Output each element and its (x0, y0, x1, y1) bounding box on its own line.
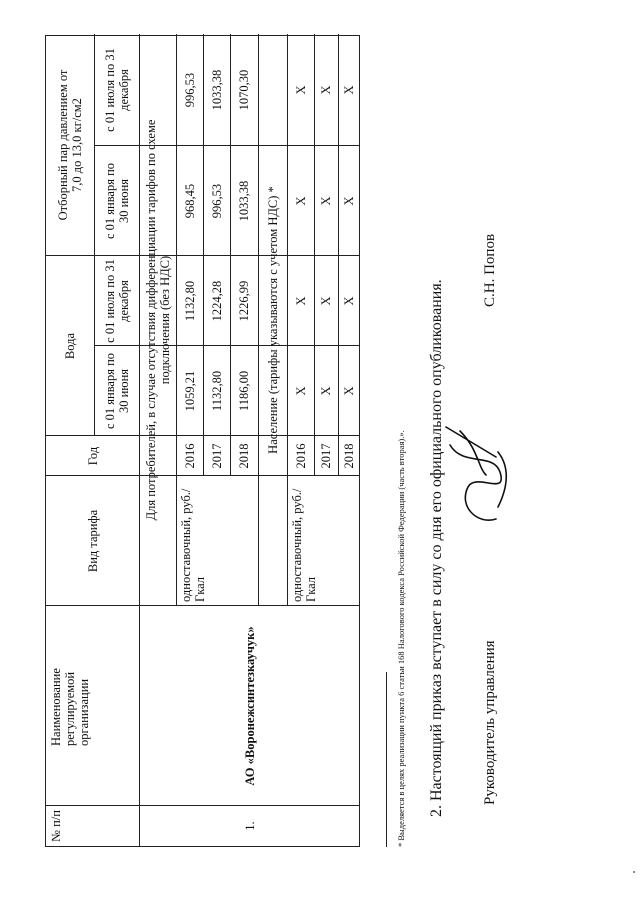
s1-steam-1: 1033,38 (237, 180, 251, 222)
section2-tariff: одноставочный, руб./Гкал (290, 488, 318, 602)
s1-year: 2016 (182, 443, 197, 469)
s2-water-1: Х (319, 386, 333, 396)
s1-year: 2017 (209, 443, 224, 469)
s2-water-2: Х (293, 296, 308, 306)
org-num: 1. (242, 821, 257, 831)
header-water: Вода (63, 332, 77, 360)
scan-speck (633, 871, 635, 873)
header-tariff: Вид тарифа (85, 509, 100, 573)
header-water-period1: с 01 января по 30 июня (102, 352, 131, 430)
section2-title: Население (тарифы указываются с учетом НДС) * (265, 186, 280, 454)
s1-water-2: 1226,99 (237, 280, 251, 322)
s2-steam-1: Х (342, 196, 356, 206)
section1-title: Для потребителей, в случае отсутствия дифференциации тарифов по схеме подключения (без НДС) (143, 119, 172, 521)
s1-water-2: 1132,80 (182, 280, 197, 322)
s2-year: 2017 (319, 443, 333, 469)
header-steam-period2: с 01 июля по 31 декабря (102, 48, 131, 132)
footnote: * Выделяется в целях реализации пункта 6 статьи 168 Налогового кодекса Российской Федерации (часть вторая).». (396, 430, 406, 847)
signer-role: Руководитель управления (482, 640, 498, 805)
section1-tariff: одноставочный, руб./Гкал (179, 488, 207, 602)
header-year: Год (85, 446, 100, 466)
footnote-separator (386, 672, 387, 847)
s2-year: 2018 (342, 443, 356, 469)
header-num: № п/п (49, 810, 63, 842)
s1-year: 2018 (237, 443, 251, 469)
s1-water-1: 1059,21 (182, 370, 197, 412)
s1-water-1: 1186,00 (237, 370, 251, 412)
s2-water-1: Х (342, 386, 356, 396)
s2-year: 2016 (293, 443, 308, 469)
s1-steam-1: 968,45 (182, 183, 197, 219)
s2-water-2: Х (319, 296, 333, 306)
s1-steam-2: 1070,30 (237, 69, 251, 111)
s1-water-2: 1224,28 (209, 280, 224, 322)
s1-water-1: 1132,80 (209, 370, 224, 412)
s2-steam-1: Х (319, 196, 333, 206)
s1-steam-2: 996,53 (182, 72, 197, 108)
s2-steam-2: Х (293, 85, 308, 95)
s1-steam-2: 1033,38 (209, 69, 224, 111)
tariff-table (45, 35, 360, 847)
paragraph: 2. Настоящий приказ вступает в силу со дня его официального опубликования. (428, 279, 445, 817)
header-steam-period1: с 01 января по 30 июня (102, 162, 131, 240)
s2-steam-2: Х (342, 85, 356, 95)
header-steam: Отборный пар давлением от 7,0 до 13,0 кг/см2 (56, 69, 84, 221)
handwritten-signature (438, 417, 518, 527)
org-name: АО «Воронежсинтезкаучук» (242, 626, 257, 786)
s2-steam-1: Х (293, 196, 308, 206)
header-org: Наименование регулируемой организации (49, 668, 91, 746)
header-water-period2: с 01 июля по 31 декабря (102, 259, 131, 343)
s2-water-1: Х (293, 386, 308, 396)
s1-steam-1: 996,53 (209, 183, 224, 219)
signer-name: С.Н. Попов (482, 233, 498, 307)
s2-steam-2: Х (319, 85, 333, 95)
s2-water-2: Х (342, 296, 356, 306)
